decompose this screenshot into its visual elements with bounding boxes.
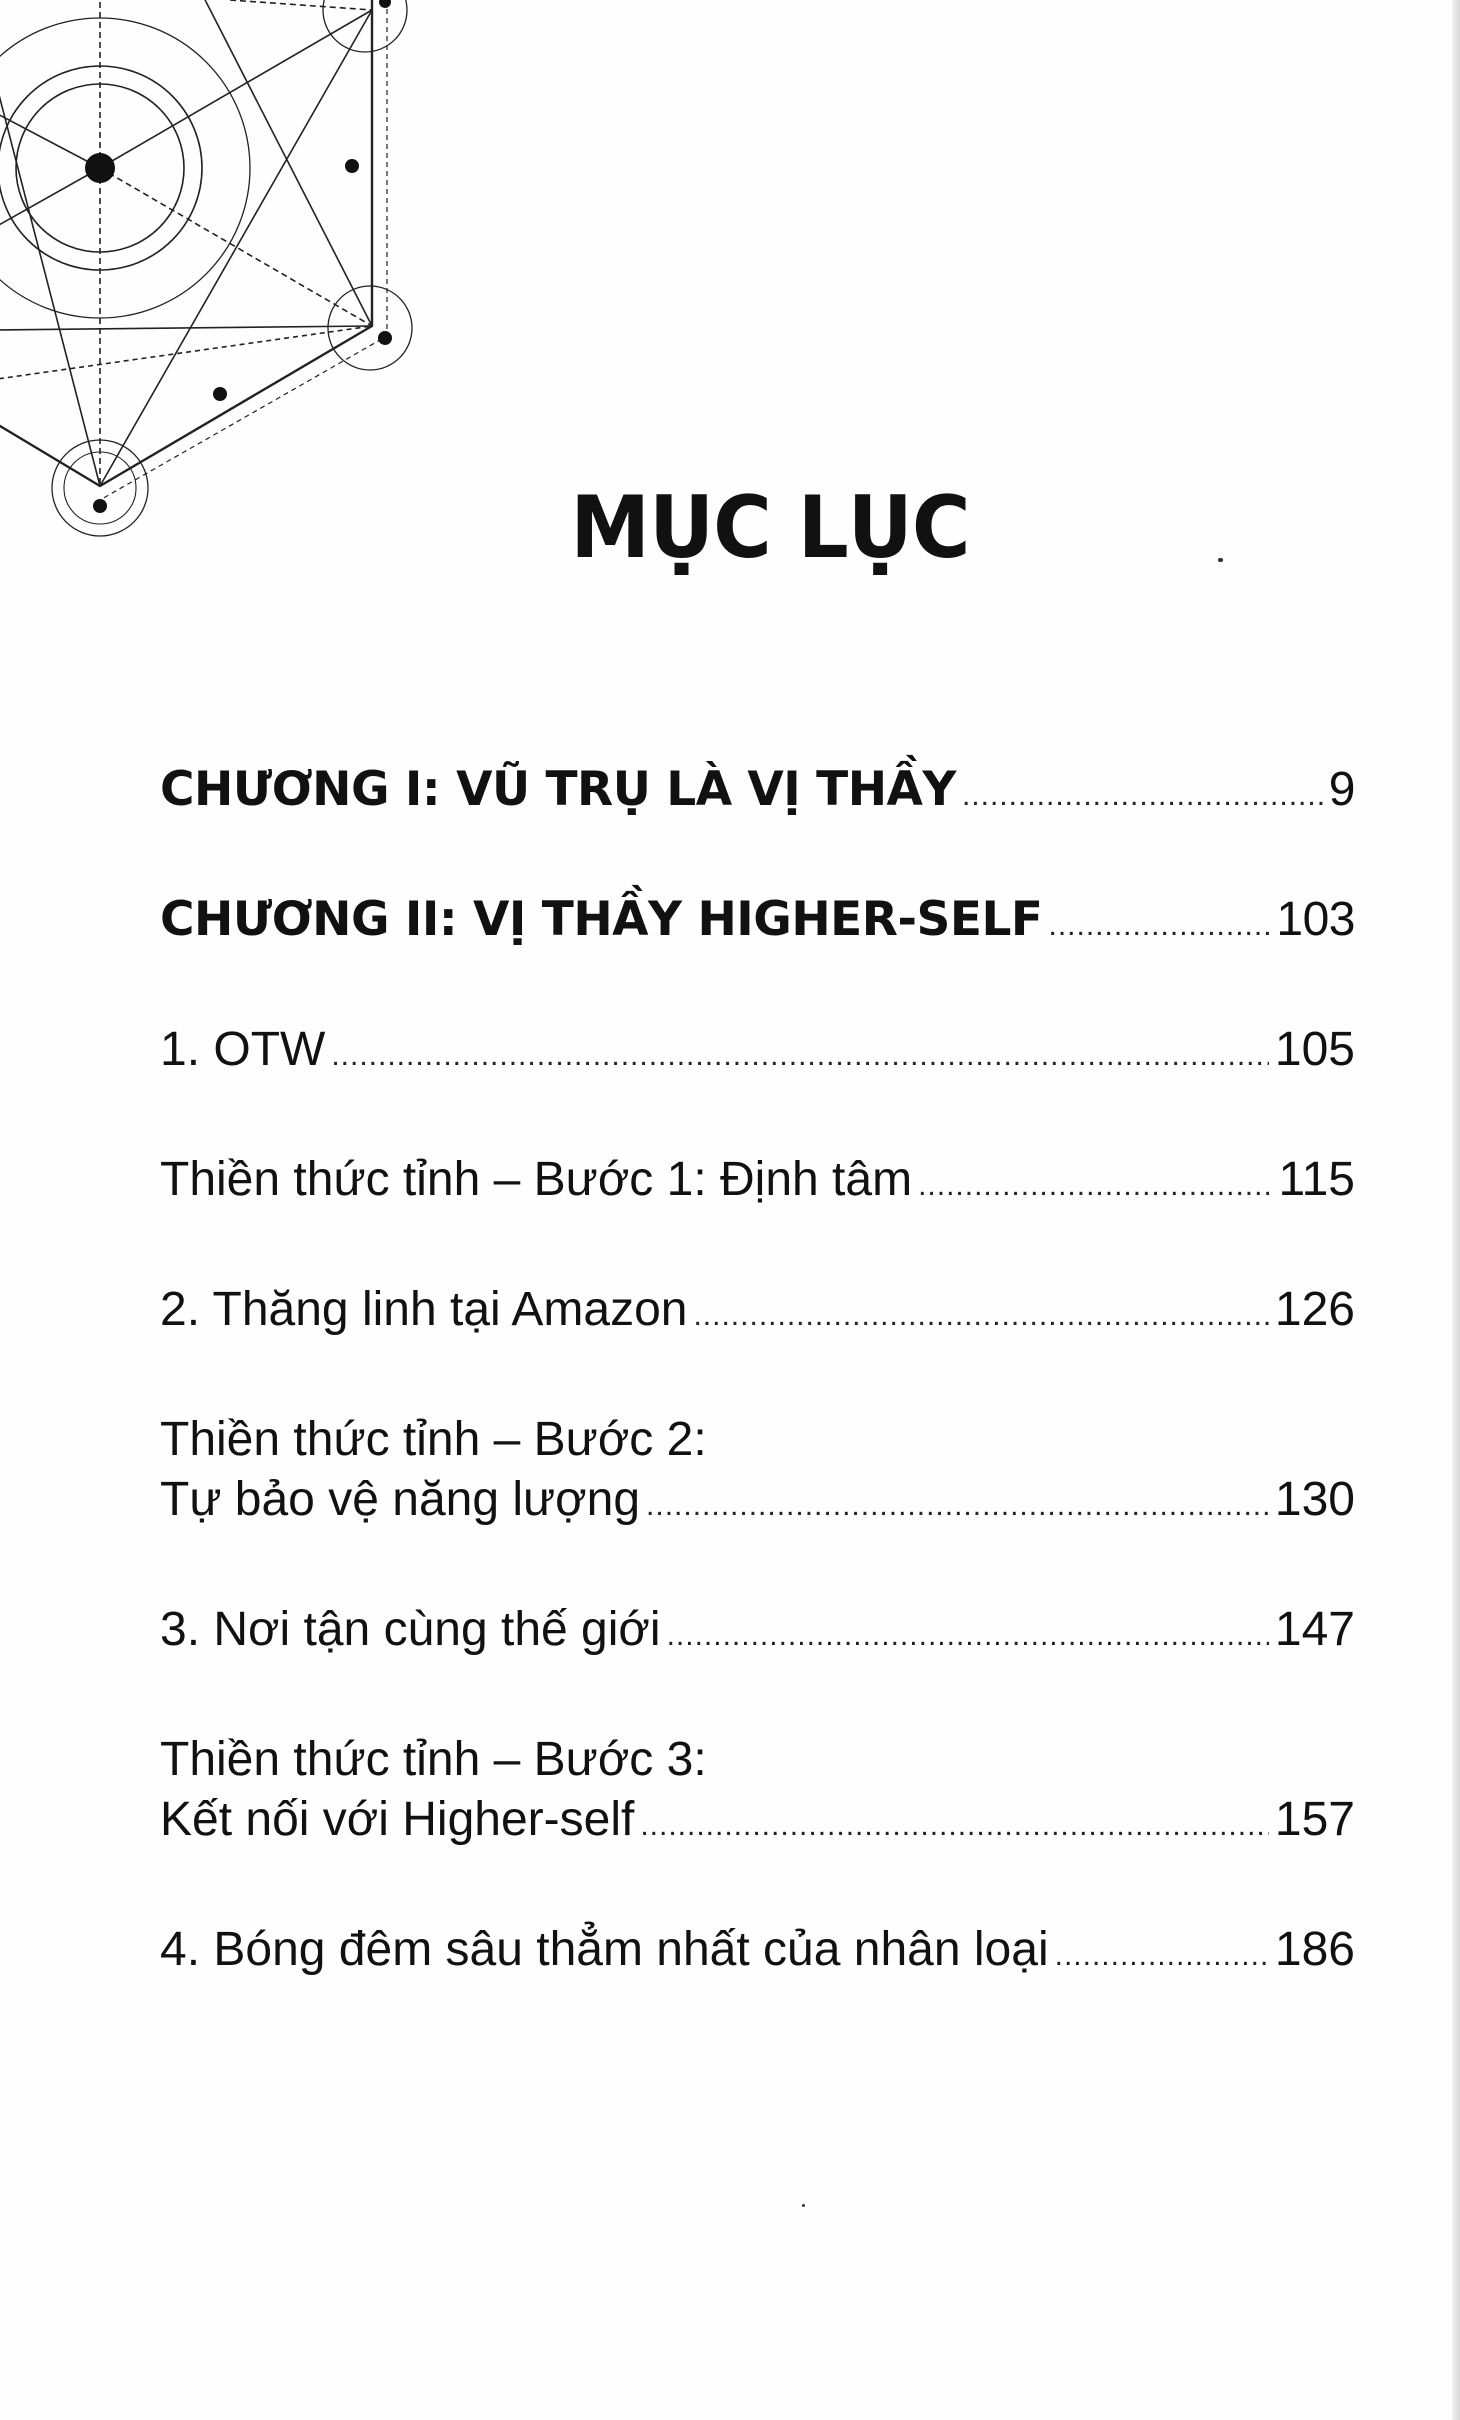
print-speck <box>1218 558 1223 562</box>
toc-page-number: 126 <box>1274 1283 1355 1336</box>
toc-page-number: 130 <box>1274 1473 1355 1526</box>
dot-leader <box>331 1026 1269 1086</box>
table-of-contents <box>160 760 1355 2050</box>
toc-entry-label: 4. Bóng đêm sâu thẳm nhất của nhân loại <box>160 1923 1049 1976</box>
toc-entry-label: Kết nối với Higher-self <box>160 1793 635 1846</box>
toc-page-number: 9 <box>1328 763 1355 816</box>
page-edge-shadow <box>1452 0 1460 2420</box>
dot-leader <box>667 1606 1269 1666</box>
sacred-geometry-illustration <box>0 0 440 560</box>
toc-page-number: 186 <box>1274 1923 1355 1976</box>
toc-entry-section <box>160 1920 1355 1980</box>
toc-entry-first-line: Thiền thức tỉnh – Bước 3: <box>160 1733 707 1786</box>
dot-leader <box>918 1156 1272 1216</box>
toc-entry-label: 2. Thăng linh tại Amazon <box>160 1283 688 1336</box>
toc-page-number: 105 <box>1274 1023 1355 1076</box>
dot-leader <box>640 1796 1269 1856</box>
toc-entry-section <box>160 1280 1355 1340</box>
print-speck <box>802 2204 805 2207</box>
page-title: MỤC LỤC <box>570 478 970 578</box>
toc-entry-section <box>160 1410 1355 1530</box>
toc-entry-label: CHƯƠNG II: VỊ THẦY HIGHER-SELF <box>160 892 1043 947</box>
toc-entry-section <box>160 1730 1355 1850</box>
toc-entry-section <box>160 1600 1355 1660</box>
toc-entry-label: 1. OTW <box>160 1023 326 1076</box>
toc-entry-chapter-1 <box>160 760 1355 820</box>
toc-page-number: 103 <box>1276 893 1355 946</box>
toc-entry-label: 3. Nơi tận cùng thế giới <box>160 1603 661 1656</box>
toc-page-number: 115 <box>1278 1153 1355 1206</box>
toc-entry-section <box>160 1020 1355 1080</box>
dot-leader <box>646 1476 1269 1536</box>
toc-page-number: 147 <box>1274 1603 1355 1656</box>
dot-leader <box>1055 1926 1269 1986</box>
dot-leader <box>1049 896 1271 956</box>
toc-entry-first-line: Thiền thức tỉnh – Bước 2: <box>160 1413 707 1466</box>
toc-entry-chapter-2 <box>160 890 1355 950</box>
toc-entry-label: Tự bảo vệ năng lượng <box>160 1473 641 1526</box>
toc-entry-label: CHƯƠNG I: VŨ TRỤ LÀ VỊ THẦY <box>160 762 956 817</box>
toc-page-number: 157 <box>1274 1793 1355 1846</box>
toc-entry-section <box>160 1150 1355 1210</box>
dot-leader <box>962 766 1323 826</box>
toc-entry-label: Thiền thức tỉnh – Bước 1: Định tâm <box>160 1153 913 1206</box>
dot-leader <box>693 1286 1268 1346</box>
